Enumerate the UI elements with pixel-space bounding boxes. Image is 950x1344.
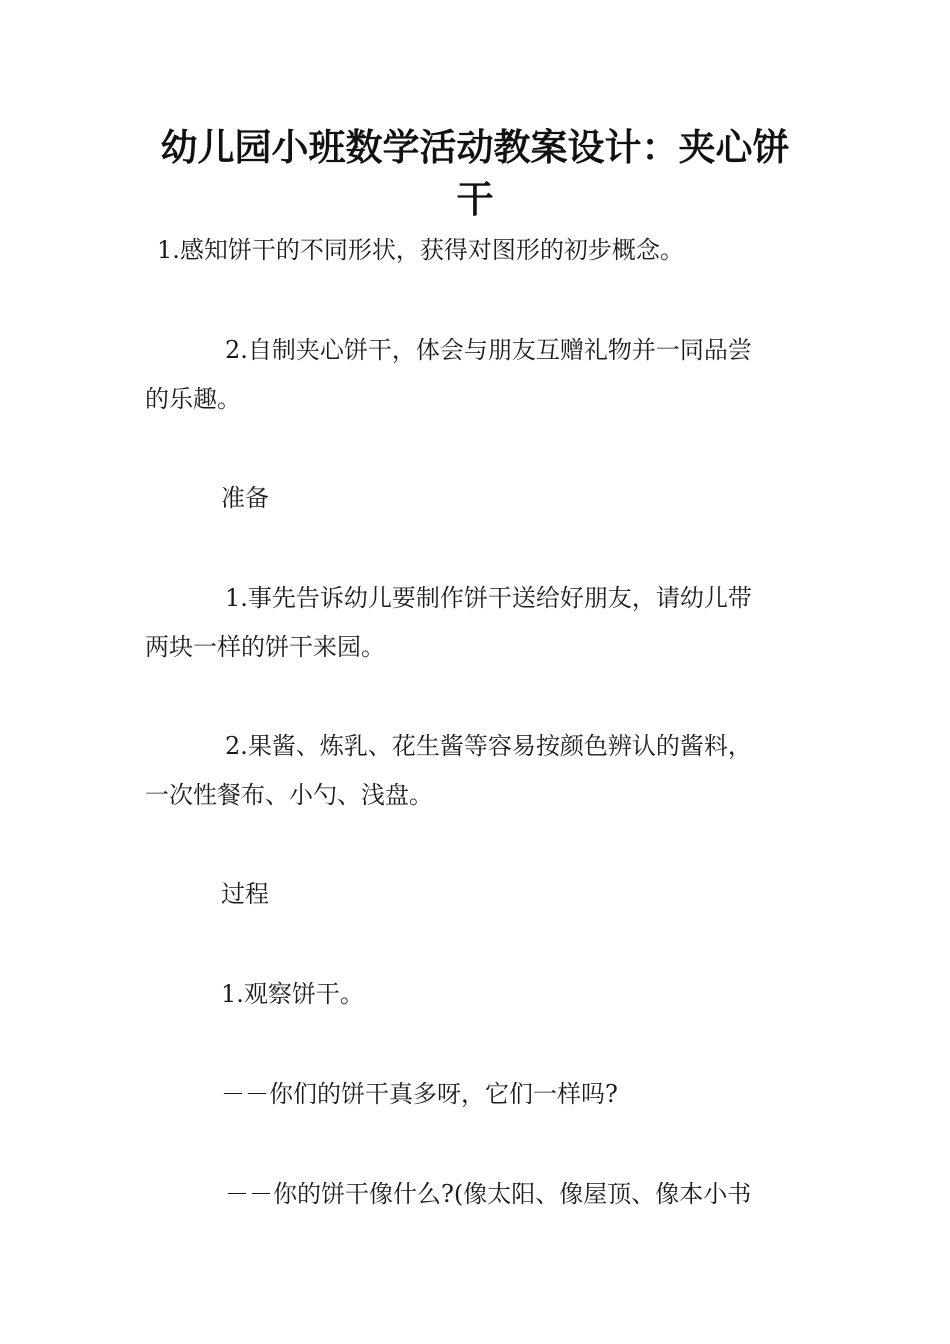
question-2-paragraph <box>145 1170 805 1219</box>
question-1-text: －－你们的饼干真多呀，它们一样吗? <box>221 1080 618 1108</box>
goal-1-paragraph <box>145 226 805 275</box>
prep-1-line-2: 两块一样的饼干来园。 <box>145 633 385 661</box>
prep-1-paragraph <box>145 574 805 672</box>
process-heading-paragraph <box>145 870 805 919</box>
goal-2-paragraph <box>145 326 805 424</box>
goal-2-line-1: 2.自制夹心饼干，体会与朋友互赠礼物并一同品尝 <box>225 336 752 364</box>
prep-2-line-2: 一次性餐布、小勺、浅盘。 <box>145 781 433 809</box>
prep-2-line-1: 2.果酱、炼乳、花生酱等容易按颜色辨认的酱料， <box>225 732 752 760</box>
process-heading: 过程 <box>221 880 269 908</box>
goal-1-text: 1.感知饼干的不同形状，获得对图形的初步概念。 <box>157 236 684 264</box>
goal-2-line-2: 的乐趣。 <box>145 385 241 413</box>
prep-1-line-1: 1.事先告诉幼儿要制作饼干送给好朋友，请幼儿带 <box>225 584 752 612</box>
question-1-paragraph <box>145 1070 805 1119</box>
step-1-text: 1.观察饼干。 <box>221 980 364 1008</box>
question-2-text: －－你的饼干像什么?(像太阳、像屋顶、像本小书 <box>225 1180 752 1208</box>
page-title: 幼儿园小班数学活动教案设计：夹心饼干 <box>160 126 790 221</box>
prep-2-paragraph <box>145 722 805 820</box>
step-1-paragraph <box>145 970 805 1019</box>
prepare-heading-paragraph <box>145 474 805 523</box>
prepare-heading: 准备 <box>221 484 269 512</box>
